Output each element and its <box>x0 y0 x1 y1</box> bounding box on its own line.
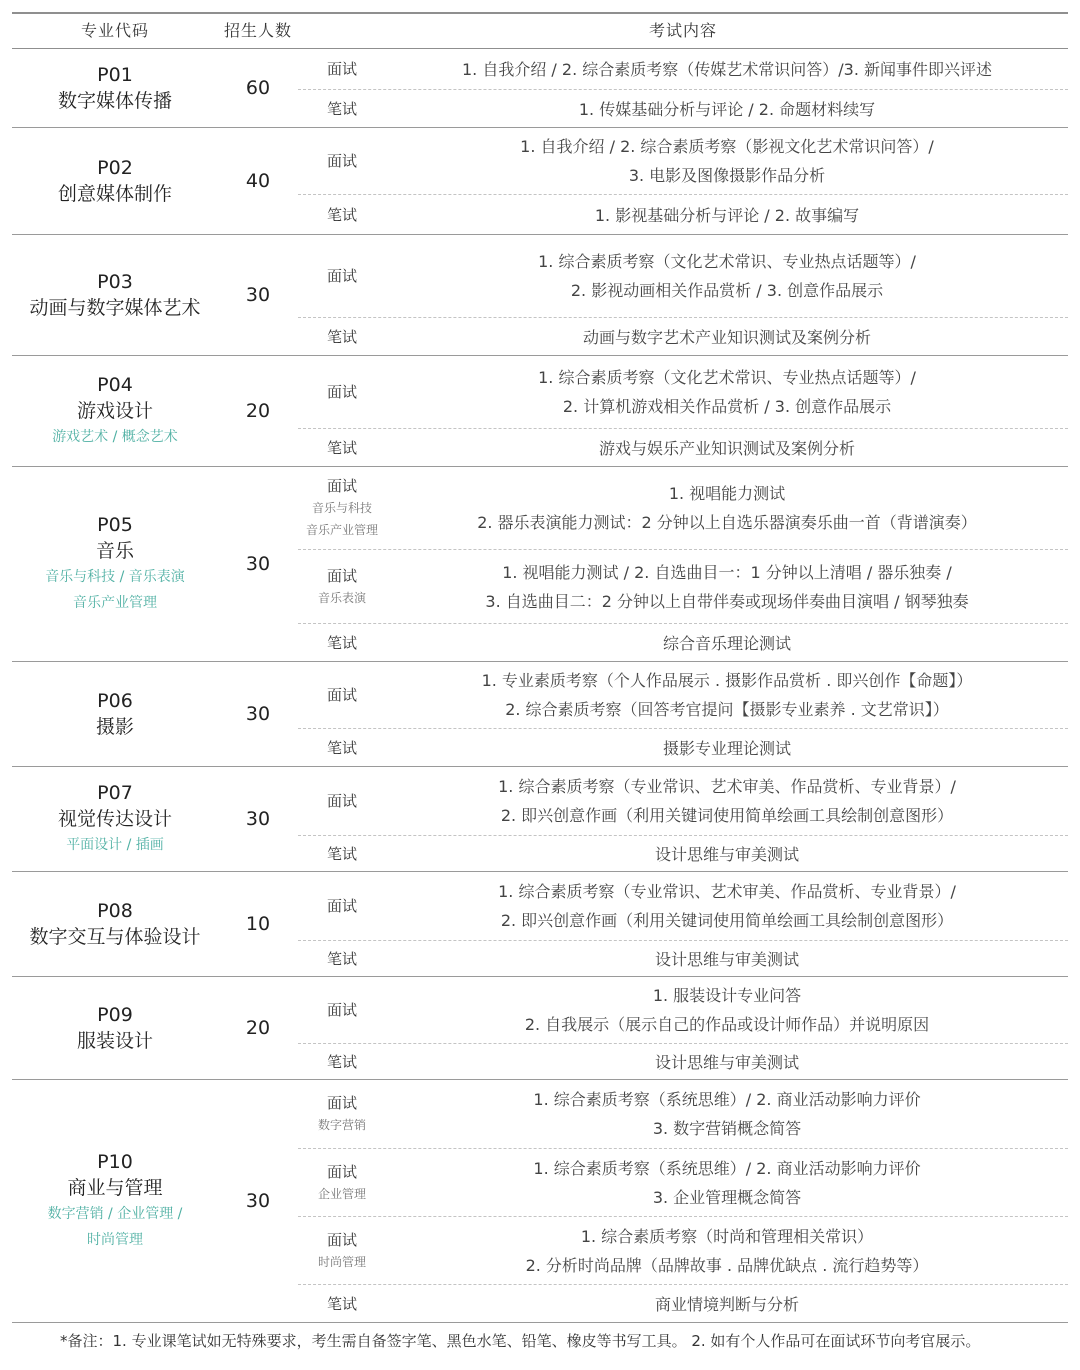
exam-content-line: 2. 自我展示（展示自己的作品或设计师作品）并说明原因 <box>524 1015 930 1034</box>
program-name: 创意媒体制作 <box>57 183 172 205</box>
enrollment-count: 30 <box>245 703 271 725</box>
exam-content <box>386 356 1068 428</box>
exam-type-note: 音乐表演 <box>317 591 366 605</box>
program-track: 平面设计 / 插画 <box>66 837 164 853</box>
exam-content-line: 1. 综合素质考察（系统思维）/ 2. 商业活动影响力评价 <box>533 1159 921 1178</box>
enrollment-count: 30 <box>245 284 271 306</box>
exam-content-line: 2. 即兴创意作画（利用关键词使用简单绘画工具绘制创意图形） <box>500 806 954 825</box>
exam-type: 笔试 <box>326 1053 357 1071</box>
exam-table <box>12 12 1068 1323</box>
program-name: 视觉传达设计 <box>57 808 172 830</box>
exam-content-line: 1. 综合素质考察（专业常识、艺术审美、作品赏析、专业背景）/ <box>498 777 956 796</box>
exam-content <box>386 624 1068 662</box>
exam-type-cell <box>298 550 386 624</box>
exam-row <box>298 1284 1068 1323</box>
exam-type: 面试 <box>326 267 357 285</box>
exam-type-cell <box>298 356 386 428</box>
exam-row <box>298 317 1068 356</box>
enrollment-count: 60 <box>245 77 271 99</box>
enrollment-count: 40 <box>245 170 271 192</box>
exam-content <box>386 767 1068 835</box>
exam-row <box>298 356 1068 428</box>
program-name: 数字媒体传播 <box>57 90 172 112</box>
program-name: 商业与管理 <box>67 1177 163 1199</box>
table-header <box>12 12 1068 49</box>
exam-type-cell <box>298 318 386 356</box>
exam-content-line: 1. 综合素质考察（时尚和管理相关常识） <box>580 1227 874 1246</box>
exam-row <box>298 977 1068 1043</box>
program-group <box>12 1080 1068 1323</box>
exam-content <box>386 235 1068 317</box>
exam-type: 笔试 <box>326 439 357 457</box>
exam-content <box>386 941 1068 977</box>
exam-content <box>386 729 1068 767</box>
program-group <box>12 662 1068 767</box>
exam-type: 面试 <box>326 1001 357 1019</box>
enrollment-count: 20 <box>245 400 271 422</box>
exam-type-cell <box>298 1080 386 1148</box>
exam-type-cell <box>298 872 386 940</box>
exam-type: 面试 <box>326 1094 357 1112</box>
exam-type-note: 音乐与科技 <box>311 501 372 515</box>
exam-type: 面试 <box>326 686 357 704</box>
exam-content-line: 3. 电影及图像摄影作品分析 <box>628 166 826 185</box>
exam-type-cell <box>298 235 386 317</box>
program-code: P07 <box>97 782 133 804</box>
program-group <box>12 872 1068 977</box>
exam-row <box>298 728 1068 767</box>
exam-type-note: 时尚管理 <box>317 1255 366 1269</box>
exam-type-cell <box>298 467 386 549</box>
exam-content-line: 商业情境判断与分析 <box>654 1294 799 1314</box>
exam-content-line: 1. 传媒基础分析与评论 / 2. 命题材料续写 <box>578 99 876 119</box>
exam-row <box>298 1216 1068 1285</box>
header-content: 考试内容 <box>648 21 717 40</box>
enrollment-count: 30 <box>245 553 271 575</box>
program-cell <box>12 662 218 766</box>
program-track: 音乐产业管理 <box>73 595 157 611</box>
exam-type-cell <box>298 662 386 728</box>
program-track: 游戏艺术 / 概念艺术 <box>52 429 178 445</box>
exam-row <box>298 1080 1068 1148</box>
exam-type: 面试 <box>326 1163 357 1181</box>
exam-type: 笔试 <box>326 634 357 652</box>
exam-content-line: 设计思维与审美测试 <box>654 844 799 864</box>
exam-row <box>298 89 1068 128</box>
program-name: 数字交互与体验设计 <box>29 926 201 948</box>
exam-type: 面试 <box>326 1231 357 1249</box>
program-code: P02 <box>97 157 133 179</box>
exam-row <box>298 235 1068 317</box>
exam-type-cell <box>298 729 386 767</box>
program-code: P03 <box>97 271 133 293</box>
exam-row <box>298 767 1068 835</box>
exam-content <box>386 429 1068 467</box>
program-cell <box>12 356 218 466</box>
program-code: P05 <box>97 514 133 536</box>
exam-content-line: 设计思维与审美测试 <box>654 949 799 969</box>
exam-content-line: 1. 综合素质考察（专业常识、艺术审美、作品赏析、专业背景）/ <box>498 882 956 901</box>
exam-content <box>386 1217 1068 1285</box>
exam-content-line: 3. 自选曲目二：2 分钟以上自带伴奏或现场伴奏曲目演唱 / 钢琴独奏 <box>485 592 969 611</box>
program-code: P06 <box>97 690 133 712</box>
exam-type: 面试 <box>326 152 357 170</box>
exam-content <box>386 1149 1068 1217</box>
exam-type-cell <box>298 90 386 128</box>
exam-type: 笔试 <box>326 739 357 757</box>
program-code: P01 <box>97 64 133 86</box>
exam-content <box>386 467 1068 549</box>
exam-type: 笔试 <box>326 845 357 863</box>
exam-content <box>386 872 1068 940</box>
exam-type-cell <box>298 195 386 235</box>
program-cell <box>12 767 218 871</box>
exam-type-note: 音乐产业管理 <box>305 523 378 537</box>
program-name: 音乐 <box>95 540 134 562</box>
exam-content-line: 1. 影视基础分析与评论 / 2. 故事编写 <box>594 205 860 225</box>
exam-content-line: 摄影专业理论测试 <box>662 738 791 758</box>
exam-type-cell <box>298 624 386 662</box>
exam-content-line: 2. 即兴创意作画（利用关键词使用简单绘画工具绘制创意图形） <box>500 911 954 930</box>
table-body <box>12 49 1068 1323</box>
program-group <box>12 128 1068 235</box>
exam-content-line: 2. 综合素质考察（回答考官提问【摄影专业素养 . 文艺常识】） <box>505 700 949 719</box>
exam-type-cell <box>298 429 386 467</box>
program-name: 游戏设计 <box>76 400 153 422</box>
exam-content-line: 1. 自我介绍 / 2. 综合素质考察（传媒艺术常识问答）/3. 新闻事件即兴评述 <box>461 59 992 79</box>
exam-type: 笔试 <box>326 950 357 968</box>
program-cell <box>12 977 218 1079</box>
header-code: 专业代码 <box>80 21 149 40</box>
exam-content-line: 1. 综合素质考察（文化艺术常识、专业热点话题等）/ <box>538 252 916 271</box>
program-group <box>12 49 1068 128</box>
exam-type-cell <box>298 1285 386 1323</box>
program-code: P09 <box>97 1004 133 1026</box>
exam-row <box>298 1043 1068 1080</box>
exam-row <box>298 549 1068 624</box>
exam-content <box>386 90 1068 128</box>
program-group <box>12 356 1068 467</box>
enrollment-count: 20 <box>245 1017 271 1039</box>
exam-content <box>386 550 1068 624</box>
exam-content <box>386 318 1068 356</box>
exam-row <box>298 467 1068 549</box>
exam-type-cell <box>298 977 386 1043</box>
exam-content <box>386 1285 1068 1323</box>
exam-type-cell <box>298 128 386 194</box>
exam-content-line: 3. 数字营销概念简答 <box>652 1119 802 1138</box>
exam-row <box>298 940 1068 977</box>
program-code: P10 <box>97 1151 133 1173</box>
exam-content-line: 2. 分析时尚品牌（品牌故事 . 品牌优缺点 . 流行趋势等） <box>525 1256 929 1275</box>
exam-content-line: 3. 企业管理概念简答 <box>652 1188 802 1207</box>
exam-content-line: 2. 器乐表演能力测试：2 分钟以上自选乐器演奏乐曲一首（背谱演奏） <box>477 513 977 532</box>
program-group <box>12 235 1068 356</box>
exam-type-cell <box>298 1149 386 1217</box>
program-name: 动画与数字媒体艺术 <box>29 297 201 319</box>
program-name: 服装设计 <box>76 1030 153 1052</box>
exam-row <box>298 49 1068 89</box>
exam-row <box>298 428 1068 467</box>
program-track: 音乐与科技 / 音乐表演 <box>45 569 185 585</box>
exam-content-line: 1. 专业素质考察（个人作品展示 . 摄影作品赏析 . 即兴创作【命题】） <box>481 671 973 690</box>
exam-row <box>298 662 1068 728</box>
exam-type: 笔试 <box>326 1295 357 1313</box>
exam-content <box>386 128 1068 194</box>
exam-type: 笔试 <box>326 328 357 346</box>
program-cell <box>12 235 218 355</box>
exam-content-line: 2. 影视动画相关作品赏析 / 3. 创意作品展示 <box>570 281 884 300</box>
program-group <box>12 767 1068 872</box>
exam-content-line: 1. 综合素质考察（文化艺术常识、专业热点话题等）/ <box>538 368 916 387</box>
exam-type-note: 企业管理 <box>317 1187 366 1201</box>
program-name: 摄影 <box>95 716 134 738</box>
header-count: 招生人数 <box>223 21 292 40</box>
exam-type: 笔试 <box>326 100 357 118</box>
exam-content-line: 动画与数字艺术产业知识测试及案例分析 <box>582 327 871 347</box>
exam-type: 面试 <box>326 383 357 401</box>
exam-type: 笔试 <box>326 206 357 224</box>
exam-content <box>386 977 1068 1043</box>
program-code: P04 <box>97 374 133 396</box>
program-cell <box>12 467 218 661</box>
enrollment-count: 30 <box>245 808 271 830</box>
exam-content <box>386 662 1068 728</box>
exam-content-line: 1. 视唱能力测试 <box>668 484 786 503</box>
exam-type-cell <box>298 1217 386 1285</box>
exam-row <box>298 194 1068 235</box>
exam-row <box>298 835 1068 872</box>
exam-type-cell <box>298 1044 386 1080</box>
exam-content-line: 1. 服装设计专业问答 <box>652 986 802 1005</box>
enrollment-count: 10 <box>245 913 271 935</box>
program-track: 时尚管理 <box>87 1232 143 1248</box>
exam-type-cell <box>298 941 386 977</box>
exam-type: 面试 <box>326 897 357 915</box>
exam-type: 面试 <box>326 60 357 78</box>
exam-content <box>386 1044 1068 1080</box>
exam-content-line: 综合音乐理论测试 <box>662 633 791 653</box>
program-cell <box>12 49 218 127</box>
exam-type: 面试 <box>326 477 357 495</box>
exam-row <box>298 872 1068 940</box>
exam-content <box>386 49 1068 89</box>
program-track: 数字营销 / 企业管理 / <box>47 1206 183 1222</box>
exam-row <box>298 1148 1068 1217</box>
exam-content-line: 1. 自我介绍 / 2. 综合素质考察（影视文化艺术常识问答）/ <box>520 137 934 156</box>
exam-type: 面试 <box>326 792 357 810</box>
exam-content <box>386 1080 1068 1148</box>
exam-type: 面试 <box>326 567 357 585</box>
exam-content-line: 设计思维与审美测试 <box>654 1052 799 1072</box>
program-cell <box>12 1080 218 1322</box>
exam-type-cell <box>298 836 386 872</box>
exam-content-line: 1. 综合素质考察（系统思维）/ 2. 商业活动影响力评价 <box>533 1090 921 1109</box>
enrollment-count: 30 <box>245 1190 271 1212</box>
exam-type-note: 数字营销 <box>317 1118 366 1132</box>
exam-type-cell <box>298 767 386 835</box>
exam-content <box>386 195 1068 235</box>
program-group <box>12 977 1068 1080</box>
exam-content-line: 1. 视唱能力测试 / 2. 自选曲目一：1 分钟以上清唱 / 器乐独奏 / <box>502 563 952 582</box>
exam-content-line: 2. 计算机游戏相关作品赏析 / 3. 创意作品展示 <box>562 397 892 416</box>
footer-note: *备注：1. 专业课笔试如无特殊要求，考生需自备签字笔、黑色水笔、铅笔、橡皮等书写工具。 2. 如有个人作品可在面试环节向考官展示。 <box>60 1332 981 1350</box>
exam-content <box>386 836 1068 872</box>
exam-type-cell <box>298 49 386 89</box>
program-cell <box>12 872 218 976</box>
exam-row <box>298 623 1068 662</box>
program-code: P08 <box>97 900 133 922</box>
program-cell <box>12 128 218 234</box>
exam-content-line: 游戏与娱乐产业知识测试及案例分析 <box>598 438 855 458</box>
exam-row <box>298 128 1068 194</box>
program-group <box>12 467 1068 662</box>
